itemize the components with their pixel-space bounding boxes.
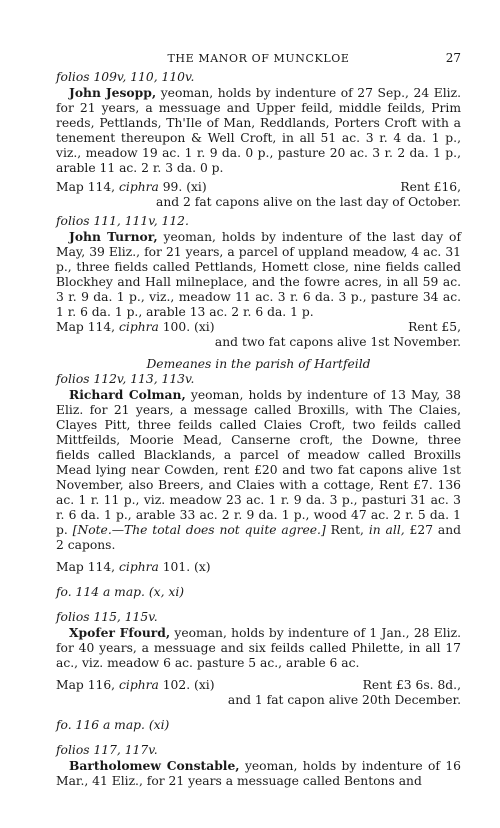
tenant-name: John Jesopp, [69, 85, 157, 100]
map-number: 100. (xi) [158, 320, 215, 334]
page-number: 27 [445, 51, 461, 65]
folio-reference: folios 117, 117v. [56, 743, 158, 757]
folio-reference: folios 111, 111v, 112. [56, 214, 189, 228]
map-folio: fo. 114 [56, 585, 103, 599]
tenant-name: Richard Colman, [69, 387, 186, 402]
map-folio-label: a map. [102, 585, 145, 599]
rent-continuation: and two fat capons alive 1st November. [214, 335, 461, 349]
tenant-name: Xpofer Ffourd, [69, 625, 171, 640]
entry-text: yeoman, holds by indenture of 16 Mar., 41 Eliz., for 21 years a messuage called Bentons and [56, 759, 461, 788]
map-reference: Map 114, [56, 180, 119, 194]
entry-text: yeoman, holds by indenture of 13 May, 38 Eliz. for 21 years, a message called Broxills, with The Claies, Clayes Pitt, three feilds called Claies Croft, two feilds called Mittfeilds, Moorie Mead, Canserne croft, the Downe, three fields called Blacklands, a parcel of meadow called Broxills Mead lying near Cowden, rent £20 and two fat capons alive 1st November, also Breers, and Claies with a cottage, Rent £7. 136 ac. 1 r. 11 p., viz. meadow 23 ac. 1 r. 9 da. 3 p., pasturi 31 ac. 3 r. 6 da. 1 p., arable 33 ac. 2 r. 9 da. 1 p., wood 47 ac. 2 r. 5 da. 1 p. [56, 388, 461, 537]
tenant-name: Bartholomew Constable, [69, 758, 240, 773]
map-folio-ref: (xi) [144, 718, 170, 732]
map-folio-label: a map. [102, 718, 145, 732]
folio-reference: folios 112v, 113, 113v. [56, 372, 195, 386]
entry-text: yeoman, holds by indenture of 27 Sep., 24 Eliz. for 21 years, a messuage and Upper feild, middle feilds, Prim reeds, Pettlands, Th'Ile of Man, Reddlands, Porters Croft with a tenement thereupon & Well Croft, in all 51 ac. 3 r. 4 da. 1 p., viz., meadow 19 ac. 1 r. 9 da. 0 p., pasture 20 ac. 3 r. 2 da. 1 p., arable 11 ac. 2 r. 3 da. 0 p. [56, 86, 461, 175]
section-heading: Demeanes in the parish of Hartfeild [146, 357, 371, 371]
running-header [56, 51, 461, 67]
ciphra-label: ciphra [119, 320, 159, 334]
entry-text: yeoman, holds by indenture of the last day of May, 39 Eliz., for 21 years, a parcel of uppland meadow, 4 ac. 31 p., three fields called Pettlands, Homett close, nine fields called Blockhey and Hall milneplace, and the fowre acres, in all 59 ac. 3 r. 9 da. 1 p., viz., meadow 11 ac. 3 r. 6 da. 3 p., pasture 34 ac. 1 r. 6 da. 1 p., arable 13 ac. 2 r. 6 da. 1 p. [56, 230, 461, 319]
ciphra-label: ciphra [119, 180, 159, 194]
editorial-note: [Note.—The total does not quite agree.] [72, 523, 326, 537]
entry-text: yeoman, holds by indenture of 1 Jan., 28 Eliz. for 40 years, a messuage and six feilds called Philette, in all 17 ac., viz. meadow 6 ac. pasture 5 ac., arable 6 ac. [56, 626, 461, 670]
map-folio-ref: (x, xi) [144, 585, 185, 599]
entry-paragraph [56, 758, 461, 789]
map-folio: fo. 116 [56, 718, 103, 732]
folio-reference: folios 115, 115v. [56, 610, 158, 624]
page-title: THE MANOR OF MUNCKLOE [167, 52, 350, 65]
map-line [56, 678, 461, 693]
map-reference: Map 116, [56, 678, 119, 692]
rent-amount: Rent £16, [400, 180, 461, 194]
map-folio-line [56, 718, 461, 733]
tenant-name: John Turnor, [69, 229, 158, 244]
map-line [56, 560, 461, 575]
rent-in-all: in all, [368, 523, 405, 537]
rent-continuation: and 1 fat capon alive 20th December. [227, 693, 461, 707]
entry-paragraph [56, 387, 461, 553]
folio-reference: folios 109v, 110, 110v. [56, 70, 195, 84]
map-line [56, 180, 461, 195]
map-number: 99. (xi) [158, 180, 207, 194]
entry-paragraph [56, 85, 461, 176]
map-number: 102. (xi) [158, 678, 215, 692]
rent-continuation: and 2 fat capons alive on the last day of October. [156, 195, 461, 209]
map-reference: Map 114, [56, 560, 119, 574]
entry-paragraph [56, 625, 461, 671]
page-body [56, 70, 461, 789]
rent-prefix: Rent, [325, 523, 369, 537]
map-reference: Map 114, [56, 320, 119, 334]
entry-paragraph [56, 229, 461, 320]
ciphra-label: ciphra [119, 678, 159, 692]
ciphra-label: ciphra [119, 560, 159, 574]
rent-amount: Rent £5, [408, 320, 461, 334]
map-line [56, 320, 461, 335]
rent-amount: £27 and 2 capons. [56, 523, 462, 552]
map-number: 101. (x) [158, 560, 211, 574]
rent-amount: Rent £3 6s. 8d., [362, 678, 461, 692]
map-folio-line [56, 585, 461, 600]
